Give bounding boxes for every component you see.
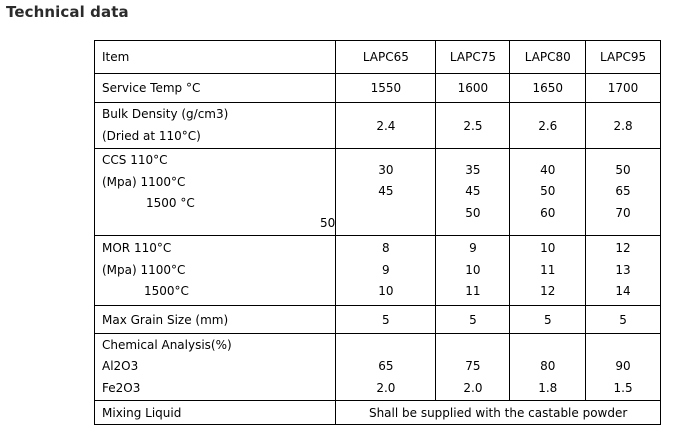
label-line: 1500°C <box>144 284 189 299</box>
label-line: Al2O3 <box>102 359 139 374</box>
cell-value: 65 <box>615 184 631 199</box>
cell-value: 10 <box>378 284 394 299</box>
cell-value: 1.5 <box>613 380 633 395</box>
cell: 2.6 <box>510 103 586 149</box>
mor-label <box>95 236 336 306</box>
table-row <box>95 236 661 306</box>
label-line: (Mpa) 1100°C <box>102 262 186 277</box>
cell-value: 50 <box>615 162 631 177</box>
cell <box>586 236 661 306</box>
cell <box>436 334 510 401</box>
table-row <box>95 334 661 401</box>
label-line: MOR 110°C <box>102 241 172 256</box>
cell-value: 11 <box>465 284 481 299</box>
cell: 2.4 <box>336 103 436 149</box>
cell-value: 9 <box>469 241 477 256</box>
cell-value: 65 <box>378 359 394 374</box>
cell <box>510 149 586 236</box>
cell-value: 10 <box>540 241 556 256</box>
mixing-liquid-label: Mixing Liquid <box>95 401 336 425</box>
cell <box>586 149 661 236</box>
table-row <box>95 306 661 334</box>
cell-value: 45 <box>465 184 481 199</box>
service-temp-label: Service Temp °C <box>95 74 336 103</box>
cell: 1650 <box>510 74 586 103</box>
cell-value: 8 <box>382 241 390 256</box>
cell: 1600 <box>436 74 510 103</box>
ccs-label <box>95 149 336 236</box>
cell: 5 <box>336 306 436 334</box>
cell: 5 <box>586 306 661 334</box>
label-line: 1500 °C <box>146 196 195 210</box>
chemical-label <box>95 334 336 401</box>
cell: 5 <box>436 306 510 334</box>
cell-value: 60 <box>540 205 556 220</box>
cell-value: 10 <box>465 262 481 277</box>
cell <box>436 149 510 236</box>
bulk-density-label <box>95 103 336 149</box>
cell-value: 35 <box>465 162 481 177</box>
cell <box>510 236 586 306</box>
table-row <box>95 401 661 425</box>
table-header-row <box>95 41 661 74</box>
technical-data-table <box>94 40 661 425</box>
cell <box>586 334 661 401</box>
cell-value: 11 <box>540 262 556 277</box>
header-item: Item <box>95 41 336 74</box>
cell-value: 13 <box>615 262 631 277</box>
cell <box>336 334 436 401</box>
label-line: Fe2O3 <box>102 380 141 395</box>
cell-value: 70 <box>615 205 631 220</box>
cell <box>336 236 436 306</box>
cell-value: 45 <box>378 184 394 199</box>
table-row <box>95 74 661 103</box>
header-lapc75: LAPC75 <box>436 41 510 74</box>
cell-value: 75 <box>465 359 481 374</box>
cell-value: 50 <box>540 184 556 199</box>
cell-value: 14 <box>615 284 631 299</box>
cell-value: 1.8 <box>538 380 558 395</box>
cell <box>510 334 586 401</box>
label-line: (Mpa) 1100°C <box>102 174 186 189</box>
cell-value: 2.0 <box>463 380 483 395</box>
header-lapc95: LAPC95 <box>586 41 661 74</box>
label-line: Chemical Analysis(%) <box>102 337 232 352</box>
cell: 1700 <box>586 74 661 103</box>
cell: 2.8 <box>586 103 661 149</box>
cell-value: 12 <box>615 241 631 256</box>
cell-value: 80 <box>540 359 556 374</box>
cell-value: 50 <box>465 205 481 220</box>
cell-value: 9 <box>382 262 390 277</box>
label-line: CCS 110°C <box>102 153 168 167</box>
cell-value <box>336 203 435 225</box>
table-row <box>95 103 661 149</box>
mixing-liquid-value: Shall be supplied with the castable powder <box>336 401 661 425</box>
cell-value: 30 <box>378 162 394 177</box>
page-title: Technical data <box>6 3 129 21</box>
cell <box>436 236 510 306</box>
stray-value: 50 <box>320 215 336 230</box>
header-lapc80: LAPC80 <box>510 41 586 74</box>
cell-value: 40 <box>540 162 556 177</box>
cell-value: 12 <box>540 284 556 299</box>
label-line: Bulk Density (g/cm3) <box>102 107 229 121</box>
cell-value: 2.0 <box>376 380 396 395</box>
header-lapc65: LAPC65 <box>336 41 436 74</box>
cell: 2.5 <box>436 103 510 149</box>
cell-value: 90 <box>615 359 631 374</box>
table-row <box>95 149 661 236</box>
cell: 5 <box>510 306 586 334</box>
label-line: (Dried at 110°C) <box>102 128 201 143</box>
cell: 1550 <box>336 74 436 103</box>
cell <box>336 149 436 236</box>
max-grain-label: Max Grain Size (mm) <box>95 306 336 334</box>
